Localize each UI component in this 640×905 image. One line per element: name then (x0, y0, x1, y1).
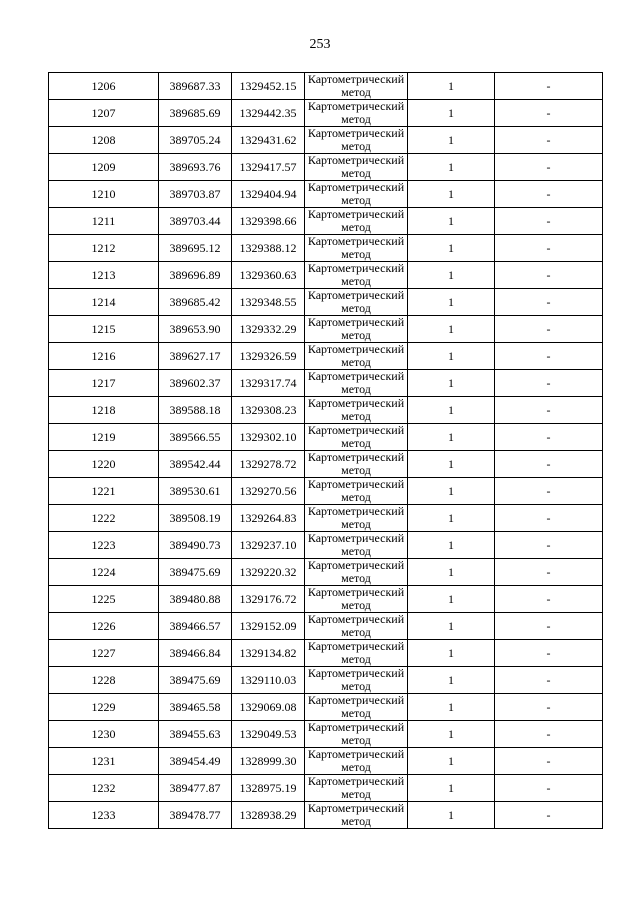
x-coordinate-cell: 389478.77 (159, 802, 232, 829)
accuracy-cell: 1 (408, 586, 495, 613)
method-label-line2: метод (341, 814, 371, 828)
x-coordinate-cell: 389477.87 (159, 775, 232, 802)
method-label-line1: Картометрический (307, 234, 405, 248)
accuracy-cell: 1 (408, 775, 495, 802)
table-row (49, 208, 603, 235)
x-coordinate-cell: 389602.37 (159, 370, 232, 397)
point-number-cell: 1207 (49, 100, 159, 127)
accuracy-cell: 1 (408, 559, 495, 586)
method-label-line1: Картометрический (307, 531, 405, 545)
point-number-cell: 1225 (49, 586, 159, 613)
method-label-line1: Картометрический (307, 666, 405, 680)
point-number-cell: 1229 (49, 694, 159, 721)
method-label-line2: метод (341, 733, 371, 747)
method-cell (305, 478, 408, 505)
method-label-line2: метод (341, 274, 371, 288)
y-coordinate-cell: 1329264.83 (232, 505, 305, 532)
method-label-line1: Картометрический (307, 504, 405, 518)
accuracy-cell: 1 (408, 397, 495, 424)
method-label-line1: Картометрический (307, 477, 405, 491)
method-label-line1: Картометрический (307, 639, 405, 653)
x-coordinate-cell: 389490.73 (159, 532, 232, 559)
x-coordinate-cell: 389475.69 (159, 667, 232, 694)
note-cell: - (495, 694, 603, 721)
x-coordinate-cell: 389530.61 (159, 478, 232, 505)
method-cell (305, 586, 408, 613)
x-coordinate-cell: 389693.76 (159, 154, 232, 181)
note-cell: - (495, 343, 603, 370)
table-row (49, 613, 603, 640)
point-number-cell: 1217 (49, 370, 159, 397)
coordinates-table (48, 72, 603, 829)
table-row (49, 694, 603, 721)
accuracy-cell: 1 (408, 478, 495, 505)
table-row (49, 424, 603, 451)
point-number-cell: 1215 (49, 316, 159, 343)
table-row (49, 721, 603, 748)
y-coordinate-cell: 1329417.57 (232, 154, 305, 181)
method-label-line2: метод (341, 598, 371, 612)
table-row (49, 73, 603, 100)
method-label-line1: Картометрический (307, 558, 405, 572)
method-cell (305, 235, 408, 262)
accuracy-cell: 1 (408, 73, 495, 100)
point-number-cell: 1220 (49, 451, 159, 478)
method-cell (305, 397, 408, 424)
accuracy-cell: 1 (408, 370, 495, 397)
accuracy-cell: 1 (408, 289, 495, 316)
point-number-cell: 1232 (49, 775, 159, 802)
note-cell: - (495, 613, 603, 640)
y-coordinate-cell: 1329220.32 (232, 559, 305, 586)
note-cell: - (495, 127, 603, 154)
x-coordinate-cell: 389475.69 (159, 559, 232, 586)
page-number: 253 (309, 37, 331, 52)
y-coordinate-cell: 1329442.35 (232, 100, 305, 127)
note-cell: - (495, 235, 603, 262)
y-coordinate-cell: 1328999.30 (232, 748, 305, 775)
method-label-line2: метод (341, 355, 371, 369)
method-label-line1: Картометрический (307, 612, 405, 626)
y-coordinate-cell: 1329237.10 (232, 532, 305, 559)
method-cell (305, 748, 408, 775)
table-row (49, 100, 603, 127)
note-cell: - (495, 640, 603, 667)
method-cell (305, 667, 408, 694)
method-label-line2: метод (341, 517, 371, 531)
y-coordinate-cell: 1329348.55 (232, 289, 305, 316)
note-cell: - (495, 586, 603, 613)
note-cell: - (495, 289, 603, 316)
point-number-cell: 1210 (49, 181, 159, 208)
note-cell: - (495, 397, 603, 424)
method-cell (305, 289, 408, 316)
note-cell: - (495, 559, 603, 586)
y-coordinate-cell: 1329388.12 (232, 235, 305, 262)
table-row (49, 532, 603, 559)
table-row (49, 316, 603, 343)
table-row (49, 343, 603, 370)
method-cell (305, 100, 408, 127)
y-coordinate-cell: 1329278.72 (232, 451, 305, 478)
table-body (49, 73, 603, 829)
note-cell: - (495, 424, 603, 451)
accuracy-cell: 1 (408, 694, 495, 721)
method-cell (305, 694, 408, 721)
x-coordinate-cell: 389696.89 (159, 262, 232, 289)
method-cell (305, 316, 408, 343)
method-label-line2: метод (341, 679, 371, 693)
table-row (49, 370, 603, 397)
method-label-line1: Картометрический (307, 747, 405, 761)
y-coordinate-cell: 1329110.03 (232, 667, 305, 694)
method-label-line1: Картометрический (307, 774, 405, 788)
point-number-cell: 1221 (49, 478, 159, 505)
table-row (49, 451, 603, 478)
x-coordinate-cell: 389687.33 (159, 73, 232, 100)
method-label-line1: Картометрический (307, 423, 405, 437)
method-label-line1: Картометрический (307, 288, 405, 302)
note-cell: - (495, 100, 603, 127)
method-label-line2: метод (341, 625, 371, 639)
method-label-line2: метод (341, 139, 371, 153)
point-number-cell: 1208 (49, 127, 159, 154)
method-label-line1: Картометрический (307, 693, 405, 707)
method-cell (305, 640, 408, 667)
y-coordinate-cell: 1329134.82 (232, 640, 305, 667)
method-label-line2: метод (341, 112, 371, 126)
accuracy-cell: 1 (408, 424, 495, 451)
x-coordinate-cell: 389653.90 (159, 316, 232, 343)
method-cell (305, 181, 408, 208)
method-cell (305, 721, 408, 748)
table-row (49, 802, 603, 829)
method-cell (305, 532, 408, 559)
accuracy-cell: 1 (408, 802, 495, 829)
note-cell: - (495, 748, 603, 775)
method-cell (305, 505, 408, 532)
method-cell (305, 802, 408, 829)
x-coordinate-cell: 389703.44 (159, 208, 232, 235)
accuracy-cell: 1 (408, 208, 495, 235)
accuracy-cell: 1 (408, 316, 495, 343)
method-label-line2: метод (341, 220, 371, 234)
method-label-line2: метод (341, 247, 371, 261)
point-number-cell: 1219 (49, 424, 159, 451)
note-cell: - (495, 73, 603, 100)
method-label-line2: метод (341, 544, 371, 558)
method-label-line1: Картометрический (307, 261, 405, 275)
accuracy-cell: 1 (408, 505, 495, 532)
point-number-cell: 1211 (49, 208, 159, 235)
point-number-cell: 1209 (49, 154, 159, 181)
method-label-line1: Картометрический (307, 369, 405, 383)
method-label-line2: метод (341, 193, 371, 207)
note-cell: - (495, 505, 603, 532)
x-coordinate-cell: 389685.42 (159, 289, 232, 316)
point-number-cell: 1233 (49, 802, 159, 829)
x-coordinate-cell: 389627.17 (159, 343, 232, 370)
table-row (49, 262, 603, 289)
method-label-line2: метод (341, 787, 371, 801)
method-cell (305, 127, 408, 154)
point-number-cell: 1206 (49, 73, 159, 100)
y-coordinate-cell: 1329152.09 (232, 613, 305, 640)
y-coordinate-cell: 1329332.29 (232, 316, 305, 343)
y-coordinate-cell: 1329302.10 (232, 424, 305, 451)
method-label-line1: Картометрический (307, 720, 405, 734)
method-label-line2: метод (341, 490, 371, 504)
method-label-line1: Картометрический (307, 126, 405, 140)
accuracy-cell: 1 (408, 127, 495, 154)
point-number-cell: 1227 (49, 640, 159, 667)
accuracy-cell: 1 (408, 262, 495, 289)
x-coordinate-cell: 389508.19 (159, 505, 232, 532)
method-label-line1: Картометрический (307, 450, 405, 464)
y-coordinate-cell: 1329431.62 (232, 127, 305, 154)
x-coordinate-cell: 389466.84 (159, 640, 232, 667)
point-number-cell: 1218 (49, 397, 159, 424)
table-row (49, 181, 603, 208)
x-coordinate-cell: 389685.69 (159, 100, 232, 127)
method-label-line1: Картометрический (307, 396, 405, 410)
table-row (49, 748, 603, 775)
note-cell: - (495, 181, 603, 208)
y-coordinate-cell: 1329360.63 (232, 262, 305, 289)
method-label-line2: метод (341, 409, 371, 423)
method-label-line1: Картометрический (307, 801, 405, 815)
point-number-cell: 1224 (49, 559, 159, 586)
note-cell: - (495, 262, 603, 289)
method-label-line2: метод (341, 652, 371, 666)
method-label-line2: метод (341, 436, 371, 450)
point-number-cell: 1231 (49, 748, 159, 775)
method-cell (305, 262, 408, 289)
table-row (49, 667, 603, 694)
y-coordinate-cell: 1328938.29 (232, 802, 305, 829)
method-label-line1: Картометрический (307, 315, 405, 329)
note-cell: - (495, 154, 603, 181)
method-cell (305, 343, 408, 370)
method-label-line2: метод (341, 328, 371, 342)
point-number-cell: 1216 (49, 343, 159, 370)
y-coordinate-cell: 1329317.74 (232, 370, 305, 397)
y-coordinate-cell: 1329270.56 (232, 478, 305, 505)
accuracy-cell: 1 (408, 451, 495, 478)
y-coordinate-cell: 1329404.94 (232, 181, 305, 208)
accuracy-cell: 1 (408, 532, 495, 559)
method-label-line2: метод (341, 301, 371, 315)
point-number-cell: 1226 (49, 613, 159, 640)
x-coordinate-cell: 389466.57 (159, 613, 232, 640)
x-coordinate-cell: 389454.49 (159, 748, 232, 775)
table-row (49, 289, 603, 316)
method-label-line1: Картометрический (307, 72, 405, 86)
accuracy-cell: 1 (408, 100, 495, 127)
point-number-cell: 1230 (49, 721, 159, 748)
note-cell: - (495, 316, 603, 343)
accuracy-cell: 1 (408, 748, 495, 775)
method-cell (305, 775, 408, 802)
method-label-line1: Картометрический (307, 180, 405, 194)
note-cell: - (495, 208, 603, 235)
x-coordinate-cell: 389480.88 (159, 586, 232, 613)
method-label-line2: метод (341, 85, 371, 99)
note-cell: - (495, 721, 603, 748)
point-number-cell: 1214 (49, 289, 159, 316)
table-row (49, 505, 603, 532)
y-coordinate-cell: 1329326.59 (232, 343, 305, 370)
table-row (49, 397, 603, 424)
y-coordinate-cell: 1329398.66 (232, 208, 305, 235)
note-cell: - (495, 667, 603, 694)
table-row (49, 586, 603, 613)
point-number-cell: 1228 (49, 667, 159, 694)
method-cell (305, 370, 408, 397)
accuracy-cell: 1 (408, 613, 495, 640)
x-coordinate-cell: 389705.24 (159, 127, 232, 154)
accuracy-cell: 1 (408, 640, 495, 667)
method-label-line2: метод (341, 166, 371, 180)
method-label-line2: метод (341, 571, 371, 585)
method-label-line2: метод (341, 706, 371, 720)
note-cell: - (495, 532, 603, 559)
method-label-line2: метод (341, 382, 371, 396)
table-row (49, 154, 603, 181)
y-coordinate-cell: 1329049.53 (232, 721, 305, 748)
y-coordinate-cell: 1329308.23 (232, 397, 305, 424)
method-label-line1: Картометрический (307, 585, 405, 599)
point-number-cell: 1212 (49, 235, 159, 262)
y-coordinate-cell: 1328975.19 (232, 775, 305, 802)
table-row (49, 127, 603, 154)
x-coordinate-cell: 389465.58 (159, 694, 232, 721)
method-label-line1: Картометрический (307, 99, 405, 113)
note-cell: - (495, 370, 603, 397)
y-coordinate-cell: 1329069.08 (232, 694, 305, 721)
method-label-line2: метод (341, 463, 371, 477)
table-row (49, 559, 603, 586)
method-cell (305, 73, 408, 100)
x-coordinate-cell: 389703.87 (159, 181, 232, 208)
method-cell (305, 208, 408, 235)
accuracy-cell: 1 (408, 181, 495, 208)
y-coordinate-cell: 1329452.15 (232, 73, 305, 100)
table-row (49, 775, 603, 802)
table-row (49, 235, 603, 262)
accuracy-cell: 1 (408, 667, 495, 694)
method-cell (305, 154, 408, 181)
table-row (49, 478, 603, 505)
y-coordinate-cell: 1329176.72 (232, 586, 305, 613)
x-coordinate-cell: 389455.63 (159, 721, 232, 748)
x-coordinate-cell: 389566.55 (159, 424, 232, 451)
method-label-line1: Картометрический (307, 342, 405, 356)
point-number-cell: 1223 (49, 532, 159, 559)
x-coordinate-cell: 389695.12 (159, 235, 232, 262)
x-coordinate-cell: 389542.44 (159, 451, 232, 478)
accuracy-cell: 1 (408, 343, 495, 370)
method-cell (305, 424, 408, 451)
note-cell: - (495, 775, 603, 802)
note-cell: - (495, 451, 603, 478)
method-label-line1: Картометрический (307, 153, 405, 167)
method-cell (305, 613, 408, 640)
method-label-line1: Картометрический (307, 207, 405, 221)
table-row (49, 640, 603, 667)
point-number-cell: 1222 (49, 505, 159, 532)
point-number-cell: 1213 (49, 262, 159, 289)
accuracy-cell: 1 (408, 235, 495, 262)
accuracy-cell: 1 (408, 154, 495, 181)
accuracy-cell: 1 (408, 721, 495, 748)
note-cell: - (495, 802, 603, 829)
method-label-line2: метод (341, 760, 371, 774)
method-cell (305, 451, 408, 478)
x-coordinate-cell: 389588.18 (159, 397, 232, 424)
note-cell: - (495, 478, 603, 505)
method-cell (305, 559, 408, 586)
